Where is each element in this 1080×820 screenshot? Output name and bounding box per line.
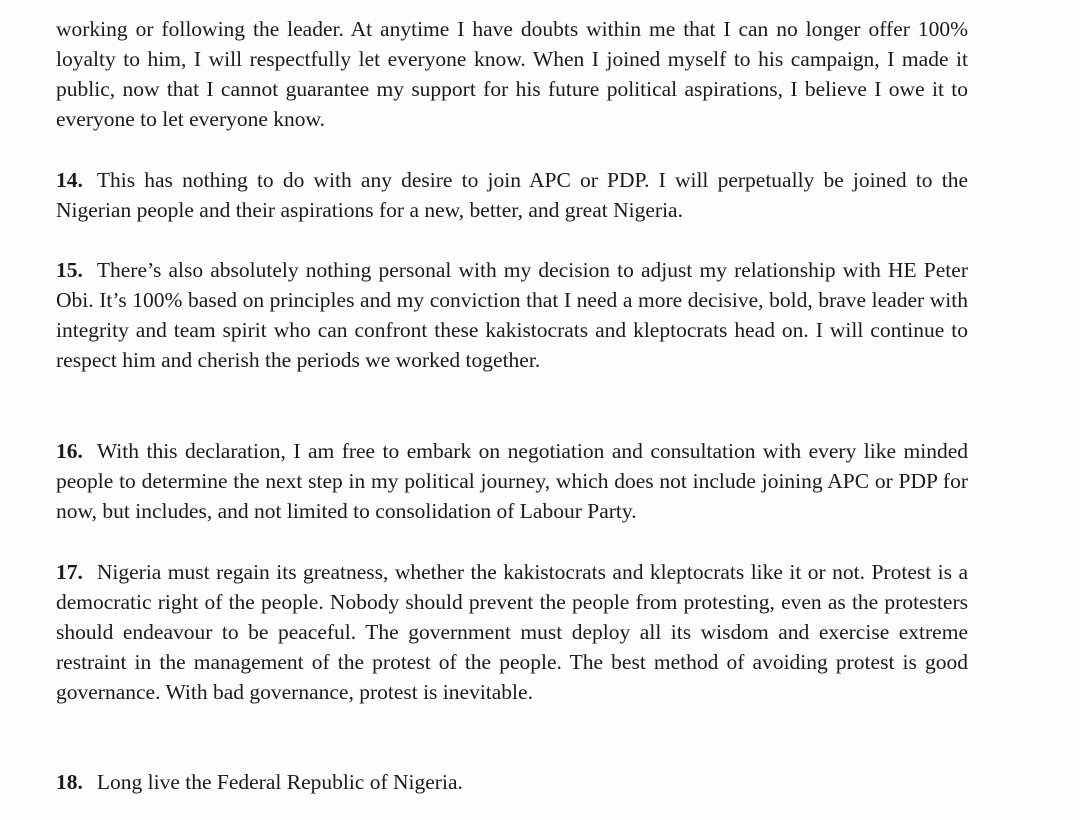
paragraph-text: Nigeria must regain its greatness, whether the kakistocrats and kleptocrats like it or not. Protest is a democratic right of the people. Nobody should prevent the people from protesting, even as the protesters should endeavour to be peaceful. The government must deploy all its wisdom and exercise extreme restraint in the management of the protest of the people. The best method of avoiding protest is good governance. With bad governance, protest is inevitable. (56, 560, 968, 704)
paragraph-18 (56, 767, 968, 797)
paragraph-number: 16. (56, 439, 83, 463)
intro-paragraph: working or following the leader. At anytime I have doubts within me that I can no longer offer 100% loyalty to him, I will respectfully let everyone know. When I joined myself to his campaign, I made it public, now that I cannot guarantee my support for his future political aspirations, I believe I owe it to everyone to let everyone know. (56, 17, 968, 131)
paragraph-text: There’s also absolutely nothing personal with my decision to adjust my relationship with HE Peter Obi. It’s 100% based on principles and my conviction that I need a more decisive, bold, brave leader with integrity and team spirit who can confront these kakistocrats and kleptocrats head on. I will continue to respect him and cherish the periods we worked together. (56, 258, 968, 372)
paragraph-number: 15. (56, 258, 83, 282)
paragraph-15 (56, 255, 968, 375)
paragraph-number: 17. (56, 560, 83, 584)
paragraph-14 (56, 165, 968, 225)
paragraph-16 (56, 436, 968, 526)
paragraph-number: 18. (56, 770, 83, 794)
paragraph-text: With this declaration, I am free to embark on negotiation and consultation with every like minded people to determine the next step in my political journey, which does not include joining APC or PDP for now, but includes, and not limited to consolidation of Labour Party. (56, 439, 968, 523)
paragraph-number: 14. (56, 168, 83, 192)
paragraph-17 (56, 557, 968, 707)
paragraph-text: Long live the Federal Republic of Nigeria. (96, 770, 463, 794)
paragraph-text: This has nothing to do with any desire to join APC or PDP. I will perpetually be joined to the Nigerian people and their aspirations for a new, better, and great Nigeria. (56, 168, 968, 222)
